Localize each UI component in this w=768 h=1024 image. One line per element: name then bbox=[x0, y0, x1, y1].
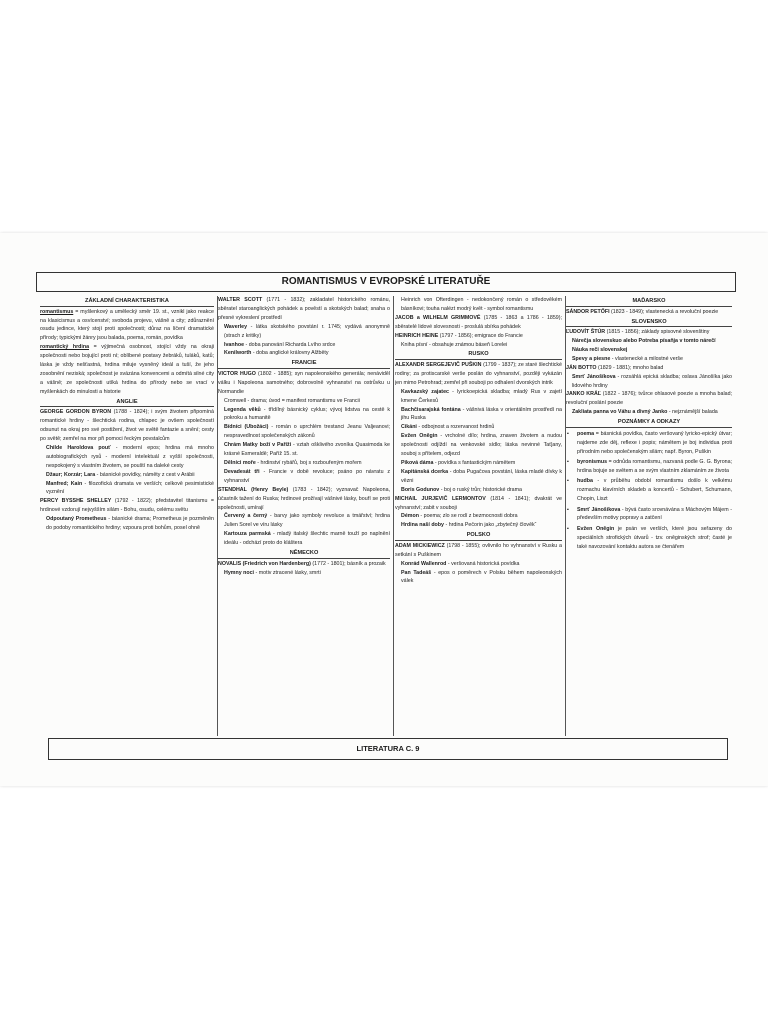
entry-term: Džaur; Korzár; Lara bbox=[46, 471, 96, 478]
entry-term: Pan Tadeáš bbox=[401, 569, 432, 576]
entry-text: - doba panování Richarda Lvího srdce bbox=[244, 341, 336, 348]
entry-text: (1792 - 1822); představitel titanismu = hrdinové vzdorují nejvyšším silám - Bohu, osudu, celému světu bbox=[40, 498, 214, 514]
text-entry bbox=[40, 444, 214, 471]
entry-term: Náuka reči slovenskej bbox=[572, 346, 628, 353]
entry-term: Manfred; Kain bbox=[46, 480, 83, 487]
text-entry bbox=[395, 296, 562, 314]
entry-text: - mladý italský šlechtic marně touží po naplnění ideálu - odchází proto do kláštera bbox=[224, 531, 390, 547]
entry-term: Piková dáma bbox=[401, 460, 434, 466]
section-heading: RUSKO bbox=[395, 350, 562, 360]
entry-term: Waverley bbox=[224, 323, 248, 330]
section-heading: ZÁKLADNÍ CHARAKTERISTIKA bbox=[40, 297, 214, 307]
entry-term: Cikáni bbox=[401, 424, 417, 431]
entry-term: NOVALIS (Friedrich von Hardenberg) bbox=[218, 560, 311, 567]
note-text: je psán ve verších, které jsou seřazeny do speciálních strofických útvarů - tzv. oněginských strof; časté je také navozování kontaktu autora se čtenářem bbox=[577, 525, 732, 550]
entry-text: - poema; zlo se rodí z bezmocnosti dobra bbox=[418, 513, 518, 520]
entry-text: (1823 - 1849); vlastenecká a revoluční poezie bbox=[609, 308, 719, 315]
entry-text: - odbojnost a rozervanost hrdinů bbox=[416, 424, 495, 431]
section-heading: FRANCIE bbox=[218, 359, 390, 369]
entry-term: Ivanhoe bbox=[224, 341, 245, 348]
text-entry bbox=[218, 486, 390, 513]
entry-text: = myšlenkový a umělecký směr 19. st., vznikl jako reakce na klasicismus a osvícenství; svoboda projevu, vášně a city; zdůraznění osudu jedince, který stojí proti společnosti; důraz na líčení dramatické přírody; typickými žánry jsou balada, poema, román, povídka bbox=[40, 308, 214, 342]
text-entry bbox=[218, 423, 390, 441]
entry-term: Kavkazský zajatec bbox=[401, 388, 449, 395]
note-text: = básnická povídka, často veršovaný lyricko-epický útvar; najdeme zde děj, reflexe i popis; námětem je boj individua proti přírodním nebo společenským silám; např. Byron, Puškin bbox=[577, 430, 732, 455]
entry-term: Boris Godunov bbox=[401, 486, 440, 493]
text-entry bbox=[40, 480, 214, 498]
note-item bbox=[566, 458, 732, 476]
text-entry bbox=[40, 308, 214, 344]
text-entry bbox=[218, 468, 390, 486]
entry-text: - látka skotského povstání r. 1745; vydává anonymně (strach z kritiky) bbox=[224, 323, 390, 339]
entry-text: (1822 - 1876); tvůrce ohlasové poezie a mnoha balad; revoluční poslání poezie bbox=[566, 391, 732, 407]
entry-term: JÁN BOTTO bbox=[566, 364, 597, 371]
entry-text: (1788 - 1824); i svým životem připomíná romantické hrdiny - šlechtická rodina, chlapec je ovšem společností odsunut na okraj pro své postižení, život ve světě fantazie a snění; cesty po světě; zemřel na mor při pomoci řeckým povstalcům bbox=[40, 409, 214, 442]
text-entry bbox=[218, 397, 390, 406]
text-entry bbox=[40, 497, 214, 515]
section-heading: SLOVENSKO bbox=[566, 318, 732, 328]
entry-term: JACOB a WILHELM GRIMMOVÉ bbox=[395, 314, 481, 321]
text-entry bbox=[218, 569, 390, 578]
entry-term: Nárečja slovenskuo alebo Potreba písaňja v tomto nárečí bbox=[572, 338, 716, 344]
entry-term: Kapitánská dcerka bbox=[401, 468, 449, 475]
text-entry bbox=[395, 512, 562, 521]
text-entry bbox=[566, 346, 732, 355]
entry-text: - román o uprchlém trestanci Jeanu Valjeanovi; nespravedlnost společenských zákonů bbox=[224, 424, 390, 440]
text-entry bbox=[395, 459, 562, 468]
note-term: Evžen Oněgin bbox=[577, 525, 615, 532]
text-entry bbox=[566, 390, 732, 408]
text-entry bbox=[395, 332, 562, 341]
text-entry bbox=[566, 373, 732, 391]
entry-text: - třídílný básnický cyklus; vývoj lidstva na cestě k pokroku a humanitě bbox=[224, 406, 390, 422]
bullet-icon: ▪ bbox=[567, 525, 569, 532]
entry-text: - epos o poměrech v Polsku během napoleonských válek bbox=[401, 569, 562, 585]
entry-text: - básnické povídky, náměty z cest v Arábii bbox=[95, 471, 195, 478]
entry-text: (1797 - 1856); emigrace do Francie bbox=[438, 332, 523, 339]
note-item bbox=[566, 525, 732, 552]
text-entry bbox=[566, 337, 732, 346]
entry-term: Zakliata panna vo Váhu a divný Janko bbox=[572, 409, 668, 416]
entry-term: Démon bbox=[401, 513, 419, 520]
entry-text: - hrdina Pečorin jako „zbytečný člověk“ bbox=[443, 522, 537, 529]
note-text: - bývá často srovnávána s Máchovým Májem - především motivy popravy a zatčení bbox=[577, 506, 732, 522]
entry-text: - barvy jako symboly revoluce a tmářství; hrdina Julien Sorel ve víru lásky bbox=[224, 513, 390, 529]
text-entry bbox=[218, 323, 390, 341]
entry-text: - lyrickoepická skladba; mladý Rus v zajetí kmene Čerkesů bbox=[401, 388, 562, 404]
text-entry bbox=[218, 406, 390, 424]
entry-text: (1798 - 1855); ovlivnilo ho vyhnanství v Rusku a setkání s Puškinem bbox=[395, 542, 562, 558]
entry-text: - doba anglické královny Alžběty bbox=[251, 350, 329, 357]
note-term: hudba bbox=[577, 478, 593, 485]
entry-text: - hrdinství rybářů, boj s rozbouřeným mořem bbox=[255, 460, 362, 466]
entry-term: romantismus bbox=[40, 308, 74, 315]
entry-term: SÁNDOR PETŐFI bbox=[566, 308, 610, 315]
entry-term: Childe Haroldova pouť bbox=[46, 444, 111, 451]
text-entry bbox=[40, 515, 214, 533]
section-heading: MAĎARSKO bbox=[566, 297, 732, 307]
entry-term: Spevy a piesne bbox=[572, 355, 611, 362]
text-entry bbox=[395, 560, 562, 569]
text-entry bbox=[566, 328, 732, 337]
bullet-icon: ▪ bbox=[567, 430, 569, 437]
note-item bbox=[566, 506, 732, 524]
entry-term: Konrád Wallenrod bbox=[401, 560, 447, 567]
entry-term: Devadesát tři bbox=[224, 468, 260, 475]
footer-label: LITERATURA C. 9 bbox=[48, 738, 728, 760]
entry-text: Heinrich von Ofterdingen - nedokončený román o středověkém básníkovi; touha nalézt modrý květ - symbol romantismu bbox=[401, 297, 562, 312]
entry-term: Kenilworth bbox=[224, 350, 252, 357]
text-entry bbox=[566, 308, 732, 317]
text-entry bbox=[218, 349, 390, 358]
section-heading: POLSKO bbox=[395, 531, 562, 541]
entry-term: Odpoutaný Prometheus bbox=[46, 516, 107, 523]
entry-term: GEORGE GORDON BYRON bbox=[40, 409, 112, 416]
entry-term: HEINRICH HEINE bbox=[395, 332, 439, 339]
entry-term: Červený a černý bbox=[224, 513, 268, 520]
entry-text: - Francie v době revoluce; psáno po návratu z vyhnanství bbox=[224, 468, 390, 484]
text-entry bbox=[218, 370, 390, 397]
column-2 bbox=[218, 296, 394, 736]
column-4 bbox=[566, 296, 732, 736]
entry-text: - vlastenecké a milostné verše bbox=[610, 355, 683, 362]
text-entry bbox=[395, 314, 562, 332]
entry-term: Bídníci (Ubožáci) bbox=[224, 424, 269, 431]
note-term: poema bbox=[577, 430, 595, 437]
entry-text: - doba Pugačova povstání, láska mladé dívky k vězni bbox=[401, 468, 562, 484]
entry-text: (1814 - 1841); dvakrát ve vyhnanství; zabit v souboji bbox=[395, 495, 562, 511]
entry-text: (1802 - 1885); syn napoleonského generála; nenáviděl válku i Napoleona samotného; dobrovolně vyhnanství na ostrůvku u Normandie bbox=[218, 370, 390, 395]
text-entry bbox=[395, 569, 562, 587]
entry-term: Evžen Oněgin bbox=[401, 433, 438, 440]
entry-text: - vztah ošklivého zvoníka Quasimoda ke krásné Esmeraldě; Paříž 15. st. bbox=[224, 442, 390, 458]
text-entry bbox=[218, 560, 390, 569]
note-item bbox=[566, 477, 732, 504]
text-entry bbox=[395, 495, 562, 513]
entry-text: (1829 - 1881); mnoho balad bbox=[596, 364, 664, 371]
entry-term: Hymny noci bbox=[224, 569, 255, 576]
notes-list bbox=[566, 430, 732, 552]
entry-term: Chrám Matky boží v Paříži bbox=[224, 442, 292, 449]
entry-term: Bachčisarajská fontána bbox=[401, 406, 461, 413]
note-term: byronismus bbox=[577, 458, 608, 465]
text-entry bbox=[395, 423, 562, 432]
entry-text: - rozsáhlá epická skladba; oslava Jánošíka jako lidového hrdiny bbox=[572, 373, 732, 389]
entry-text: - básnické drama; Prometheus je pozměněn do podoby romantického hrdiny; vzpoura proti bohům, posel ohně bbox=[46, 516, 214, 532]
text-entry bbox=[395, 542, 562, 560]
entry-text: = výjimečná osobnost, stojící vždy na okraji společnosti nebo bojující proti ní; oblíbené postavy žebráků, tuláků, katů; láska je vždy nešťastná, hrdina miluje vysněný ideál a tuší, že jeho zosobnění neziská; společnost je svázána konvencemi a odmítá silné city a vášně; ze společnosti utíká hrdina do přírody nebo se vrací v myšlenkách do minulosti a historie bbox=[40, 344, 214, 395]
entry-text: - vášnivá láska v orientálním prostředí na jihu Ruska bbox=[401, 406, 562, 422]
text-entry bbox=[395, 486, 562, 495]
text-entry bbox=[395, 468, 562, 486]
bullet-icon: ▪ bbox=[567, 478, 569, 485]
entry-term: ADAM MICKIEWICZ bbox=[395, 542, 445, 549]
entry-term: JANKO KRÁĽ bbox=[566, 391, 602, 398]
entry-term: ĽUDOVÍT ŠTÚR bbox=[566, 329, 606, 336]
entry-text: - boj o ruský trůn; historické drama bbox=[439, 486, 522, 493]
text-entry bbox=[218, 512, 390, 530]
text-entry bbox=[395, 341, 562, 350]
entry-term: Dělníci moře bbox=[224, 460, 256, 466]
entry-text: - vrcholné dílo; hrdina, znaven životem a nudou společnosti odjíždí na venkovské sídlo; láska nevinné Taťjany, souboj s přítelem, odjezd bbox=[401, 433, 562, 458]
entry-term: Kartouza parmská bbox=[224, 531, 271, 538]
section-heading: POZNÁMKY A ODKAZY bbox=[566, 418, 732, 428]
entry-term: VICTOR HUGO bbox=[218, 370, 256, 377]
entry-text: - moderní epos; hrdina má mnoho autobiografických rysů - moderní intelektuál z vyšší společnosti, nespokojený s vlastním životem, se pouští na daleké cesty bbox=[46, 444, 214, 469]
bullet-icon: ▪ bbox=[567, 458, 569, 465]
column-3 bbox=[395, 296, 566, 736]
text-entry bbox=[218, 530, 390, 548]
text-entry bbox=[566, 408, 732, 417]
text-entry bbox=[40, 408, 214, 444]
section-heading: NĚMECKO bbox=[218, 549, 390, 559]
entry-text: Cromwell - drama; úvod = manifest romantismu ve Francii bbox=[224, 397, 360, 404]
entry-term: MICHAIL JURJEVIČ LERMONTOV bbox=[395, 495, 486, 502]
section-heading: ANGLIE bbox=[40, 398, 214, 408]
text-entry bbox=[40, 343, 214, 396]
entry-text: Kniha písní - obsahuje známou báseň Lorelei bbox=[401, 341, 508, 348]
entry-text: - motiv ztracené lásky, smrti bbox=[254, 569, 321, 576]
bullet-icon: ▪ bbox=[567, 506, 569, 513]
note-text: = odnůda romantismu, nazvaná podle G. G. Byrona; hrdina bojuje se světem a se svým vlastním zklamáním ze života bbox=[577, 458, 732, 474]
entry-text: - veršovaná historická povídka bbox=[446, 560, 520, 567]
note-text: - v průběhu období romantismu došlo k velkému rozmachu klavírních skladeb a koncertů - Schubert, Schumann, Chopin, Liszt bbox=[577, 478, 732, 503]
text-entry bbox=[395, 388, 562, 406]
text-entry bbox=[566, 355, 732, 364]
entry-term: Legenda věků bbox=[224, 406, 261, 413]
entry-text: (1771 - 1832); zakladatel historického románu, sběratel staroanglických pohádek a pověstí a skotských balad; snaha o přesné vykreslení prostředí bbox=[218, 297, 390, 321]
text-entry bbox=[395, 406, 562, 424]
entry-term: PERCY BYSSHE SHELLEY bbox=[40, 498, 112, 505]
entry-term: ALEXANDR SERGEJEVIČ PUŠKIN bbox=[395, 362, 482, 369]
document-title: ROMANTISMUS V EVROPSKÉ LITERATUŘE bbox=[36, 272, 736, 292]
entry-text: (1783 - 1842); vyznavač Napoleona, účastník tažení do Ruska; hrdinové prožívají vášnivé lásky, bouří se proti společnosti, umírají bbox=[218, 486, 390, 511]
text-entry bbox=[566, 364, 732, 373]
entry-text: - povídka s fantastickým námětem bbox=[433, 460, 516, 466]
note-item bbox=[566, 430, 732, 457]
entry-term: Hrdina naší doby bbox=[401, 522, 444, 529]
entry-term: STENDHAL (Henry Beyle) bbox=[218, 486, 289, 493]
text-entry bbox=[395, 521, 562, 530]
entry-text: - nejznámější balada bbox=[667, 409, 718, 416]
entry-text: (1799 - 1837); ze staré šlechtické rodiny; za protiscarské verše poslán do vyhnanství, později vykázán jen mimo Petrohrad; zemřel při souboji po odhalení dvorských intrik bbox=[395, 362, 562, 386]
text-entry bbox=[218, 459, 390, 468]
text-entry bbox=[395, 361, 562, 388]
entry-text: - filozofická dramata ve verších; celkově pesimistické vyznění bbox=[46, 480, 214, 496]
note-term: Smrť Jánošíkova bbox=[577, 506, 621, 513]
text-entry bbox=[218, 341, 390, 350]
entry-text: (1815 - 1856); základy spisovné slovenštiny bbox=[605, 329, 710, 336]
entry-text: (1772 - 1801); básník a prozaik bbox=[310, 560, 386, 567]
column-1 bbox=[40, 296, 218, 736]
text-entry bbox=[218, 296, 390, 323]
entry-text: (1785 - 1863 a 1786 - 1859); sběratelé lidové slovesnosti - proslulá sbírka pohádek bbox=[395, 314, 562, 330]
entry-term: Smrť Jánošíkova bbox=[572, 373, 616, 380]
text-entry bbox=[395, 432, 562, 459]
text-entry bbox=[218, 441, 390, 459]
entry-term: romantický hrdina bbox=[40, 344, 90, 351]
entry-term: WALTER SCOTT bbox=[218, 297, 263, 303]
text-entry bbox=[40, 471, 214, 480]
